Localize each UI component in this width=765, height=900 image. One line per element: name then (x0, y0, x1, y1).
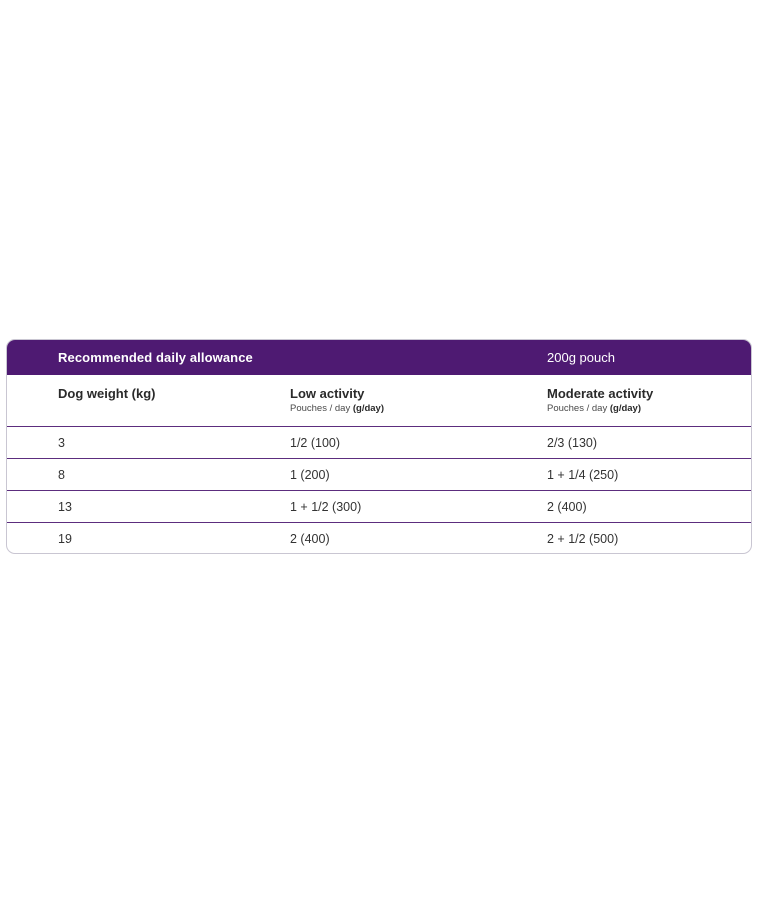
header-unit (547, 403, 653, 414)
cell-dog-weight: 13 (58, 500, 72, 514)
banner-pack-size: 200g pouch (547, 350, 615, 365)
header-dog-weight (58, 386, 156, 401)
feeding-guide-table (6, 339, 752, 554)
cell-low-activity: 2 (400) (290, 532, 330, 546)
header-moderate-activity (547, 386, 653, 414)
cell-moderate-activity: 2 + 1/2 (500) (547, 532, 619, 546)
cell-moderate-activity: 2/3 (130) (547, 436, 598, 450)
header-low-activity (290, 386, 384, 414)
header-label: Low activity (290, 386, 365, 401)
header-label: Dog weight (kg) (58, 386, 156, 401)
cell-moderate-activity: 2 (400) (547, 500, 587, 514)
table-row (7, 427, 751, 459)
cell-moderate-activity: 1 + 1/4 (250) (547, 468, 619, 482)
table-banner (7, 340, 751, 375)
header-unit-prefix: Pouches / day (547, 403, 610, 414)
header-label: Moderate activity (547, 386, 654, 401)
cell-dog-weight: 19 (58, 532, 72, 546)
cell-low-activity: 1/2 (100) (290, 436, 341, 450)
table-row (7, 523, 751, 554)
header-unit-prefix: Pouches / day (290, 403, 353, 414)
cell-low-activity: 1 (200) (290, 468, 330, 482)
table-row (7, 491, 751, 523)
table-header-row (7, 375, 751, 427)
cell-dog-weight: 8 (58, 468, 65, 482)
banner-title: Recommended daily allowance (58, 350, 253, 365)
cell-low-activity: 1 + 1/2 (300) (290, 500, 362, 514)
header-unit-bold: (g/day) (352, 403, 384, 414)
header-unit-bold: (g/day) (609, 403, 641, 414)
table-row (7, 459, 751, 491)
header-unit (290, 403, 384, 414)
cell-dog-weight: 3 (58, 436, 65, 450)
